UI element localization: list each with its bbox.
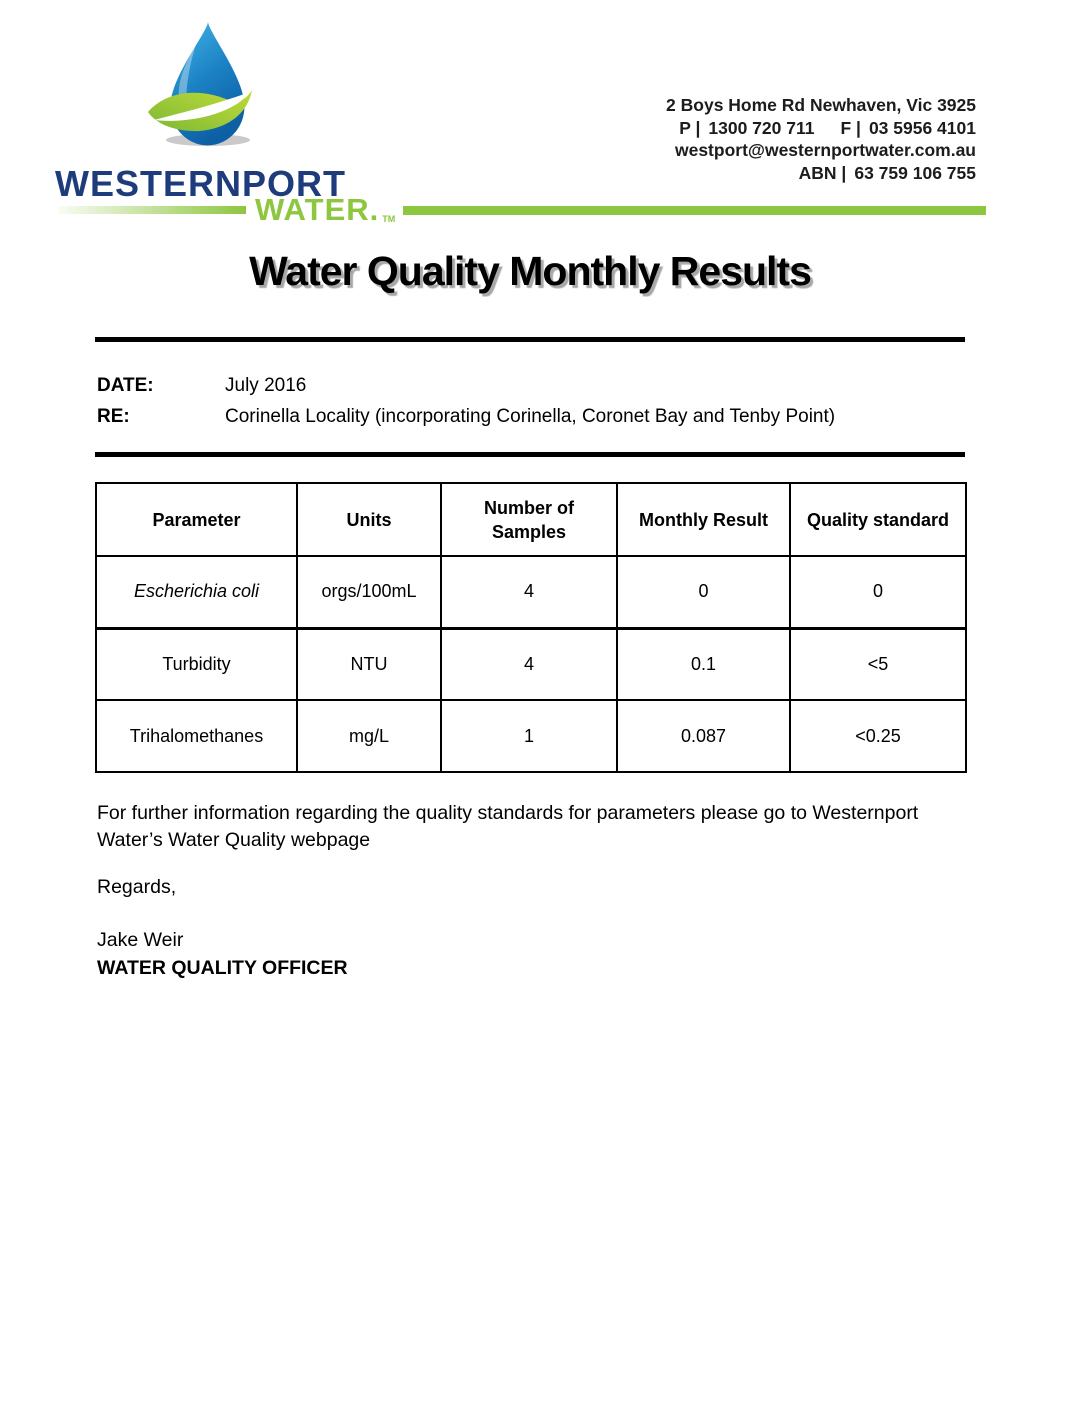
date-row [97,370,835,401]
re-row [97,401,835,432]
cell-units: mg/L [297,700,441,772]
table-row [96,700,966,772]
header-units: Units [297,483,441,556]
table-row [96,556,966,628]
cell-parameter: Turbidity [96,628,297,700]
regards-line: Regards, [97,876,177,898]
phone-value: 1300 720 711 [708,117,815,138]
cell-units: NTU [297,628,441,700]
cell-standard: 0 [790,556,966,628]
cell-result: 0 [617,556,790,628]
brand-water-label: WATER. [255,192,380,227]
cell-standard: <5 [790,628,966,700]
further-info-paragraph: For further information regarding the quality standards for parameters please go to Westernport Water’s Water Quality webpage [97,802,919,851]
abn-value: 63 759 106 755 [854,162,976,183]
water-quality-results-table [95,482,967,773]
green-divider-line [403,206,986,215]
brand-water-row [58,192,986,228]
horizontal-rule [95,452,965,457]
contact-abn [666,162,976,185]
signature-role: WATER QUALITY OFFICER [97,957,348,979]
cell-units: orgs/100mL [297,556,441,628]
re-value: Corinella Locality (incorporating Corinella, Coronet Bay and Tenby Point) [225,406,836,427]
signature-name: Jake Weir [97,929,184,951]
contact-phone-fax [666,117,976,140]
header-monthly-result: Monthly Result [617,483,790,556]
date-value: July 2016 [225,375,307,396]
fax-label: F | [840,117,861,138]
date-label: DATE: [97,375,154,396]
abn-label: ABN | [798,162,847,183]
gradient-line [58,206,246,214]
cell-parameter: Trihalomethanes [96,700,297,772]
cell-result: 0.1 [617,628,790,700]
table-header-row [96,483,966,556]
water-drop-logo-icon [146,20,268,146]
cell-samples: 1 [441,700,617,772]
cell-result: 0.087 [617,700,790,772]
page-title: Water Quality Monthly Results [249,248,811,294]
cell-samples: 4 [441,556,617,628]
header-quality-standard: Quality standard [790,483,966,556]
cell-parameter: Escherichia coli [96,556,297,628]
horizontal-rule [95,337,965,342]
trademark-symbol: TM [382,214,396,224]
table-row [96,628,966,700]
contact-block [666,94,976,184]
contact-email: westport@westernportwater.com.au [674,140,976,160]
fax-value: 03 5956 4101 [868,117,976,138]
cell-standard: <0.25 [790,700,966,772]
header-parameter: Parameter [96,483,297,556]
cell-samples: 4 [441,628,617,700]
letter-meta [97,370,835,432]
re-label: RE: [97,406,130,427]
brand-wordmark: WESTERNPORT [55,163,347,204]
header-number-of-samples: Number of Samples [441,483,617,556]
contact-address: 2 Boys Home Rd Newhaven, Vic 3925 [666,95,976,115]
phone-label: P | [679,117,701,138]
